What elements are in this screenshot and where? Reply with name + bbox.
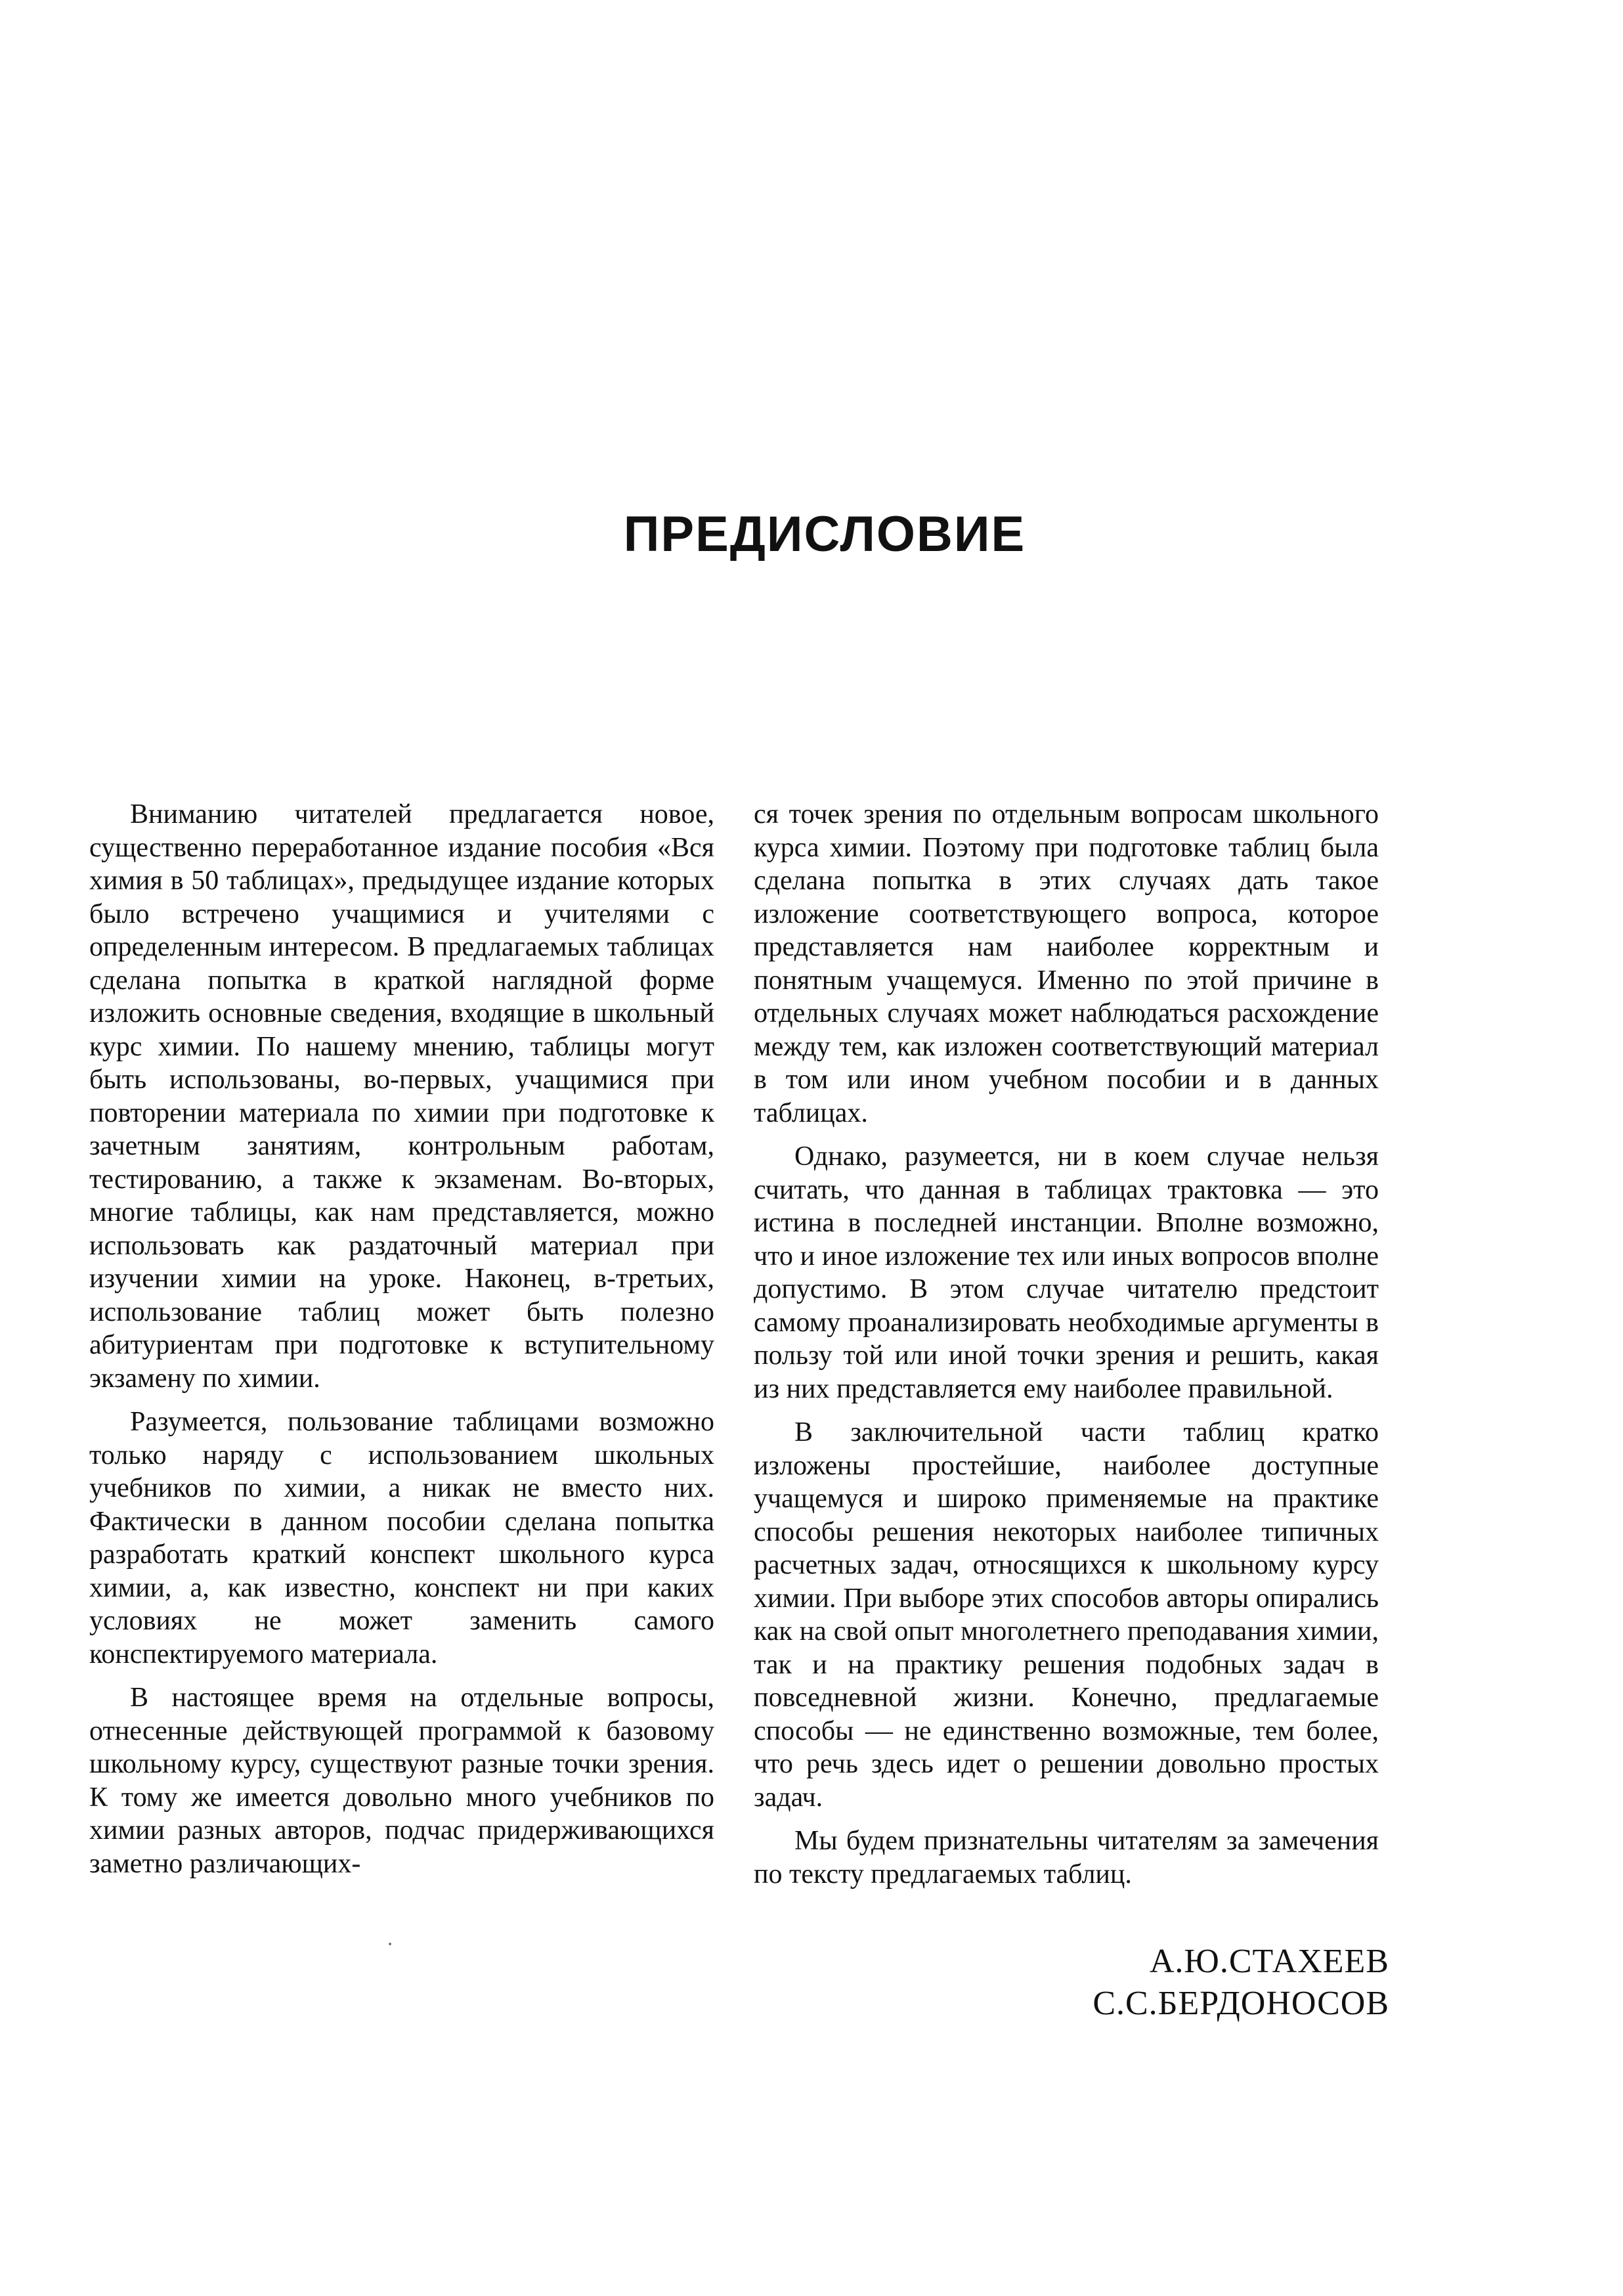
text-columns: [89, 798, 1379, 1928]
paragraph: Однако, разумеется, ни в коем случае нельзя считать, что данная в таблицах трактовка — это истина в последней инстанции. Вполне возможно, что и иное изложение тех или иных вопросов вполне допустимо. В этом случае читателю предстоит самому проанализировать необходимые аргументы в пользу той или иной точки зрения и решить, какая из них представляется ему наиболее правильной.: [754, 1141, 1379, 1404]
author-name: С.С.БЕРДОНОСОВ: [1093, 1985, 1389, 2022]
paragraph: Разумеется, пользование таблицами возможно только наряду с использованием школьных учебников по химии, а никак не вместо них. Фактически в данном пособии сделана попытка разработать краткий конспект школьного курса химии, а, как известно, конспект ни при каких условиях не может заменить самого конспектируемого материала.: [89, 1407, 714, 1669]
paragraph: Мы будем признательны читателям за замечения по тексту предлагаемых таблиц.: [754, 1826, 1379, 1889]
paragraph: В настоящее время на отдельные вопросы, отнесенные действующей программой к базовому школьному курсу, существуют разные точки зрения. К тому же имеется довольно много учебников по химии разных авторов, подчас придерживающихся заметно различающих-: [89, 1683, 714, 1879]
author-signatures: [1093, 1941, 1389, 2025]
paragraph: Вниманию читателей предлагается новое, существенно переработанное издание пособия «Вся химия в 50 таблицах», предыдущее издание которых было встречено учащимися и учителями с определенным интересом. В предлагаемых таблицах сделана попытка в краткой наглядной форме изложить основные сведения, входящие в школьный курс химии. По нашему мнению, таблицы могут быть использованы, во-первых, учащимися при повторении материала по химии при подготовке к зачетным занятиям, контрольным работам, тестированию, а также к экзаменам. Во-вторых, многие таблицы, как нам представляется, можно использовать как раздаточный материал при изучении химии на уроке. Наконец, в-третьих, использование таблиц может быть полезно абитуриентам при подготовке к вступительному экзамену по химии.: [89, 799, 714, 1394]
paragraph-continuation: ся точек зрения по отдельным вопросам школьного курса химии. Поэтому при подготовке таблиц была сделана попытка в этих случаях дать такое изложение соответствующего вопроса, которое представляется нам наиболее корректным и понятным учащемуся. Именно по этой причине в отдельных случаях может наблюдаться расхождение между тем, как изложен соответствующий материал в том или ином учебном пособии и в данных таблицах.: [754, 799, 1379, 1128]
author-name: А.Ю.СТАХЕЕВ: [1149, 1943, 1389, 1980]
right-column: [754, 798, 1379, 1928]
page-title: ПРЕДИСЛОВИЕ: [623, 506, 1026, 562]
scan-speck: [389, 1943, 391, 1945]
left-column: [89, 798, 714, 1928]
paragraph: В заключительной части таблиц кратко изложены простейшие, наиболее доступные учащемуся и широко применяемые на практике способы решения некоторых наиболее типичных расчетных задач, относящихся к школьному курсу химии. При выборе этих способов авторы опирались как на свой опыт многолетнего преподавания химии, так и на практику решения подобных задач в повседневной жизни. Конечно, предлагаемые способы — не единственно возможные, тем более, что речь здесь идет о решении довольно простых задач.: [754, 1417, 1379, 1813]
